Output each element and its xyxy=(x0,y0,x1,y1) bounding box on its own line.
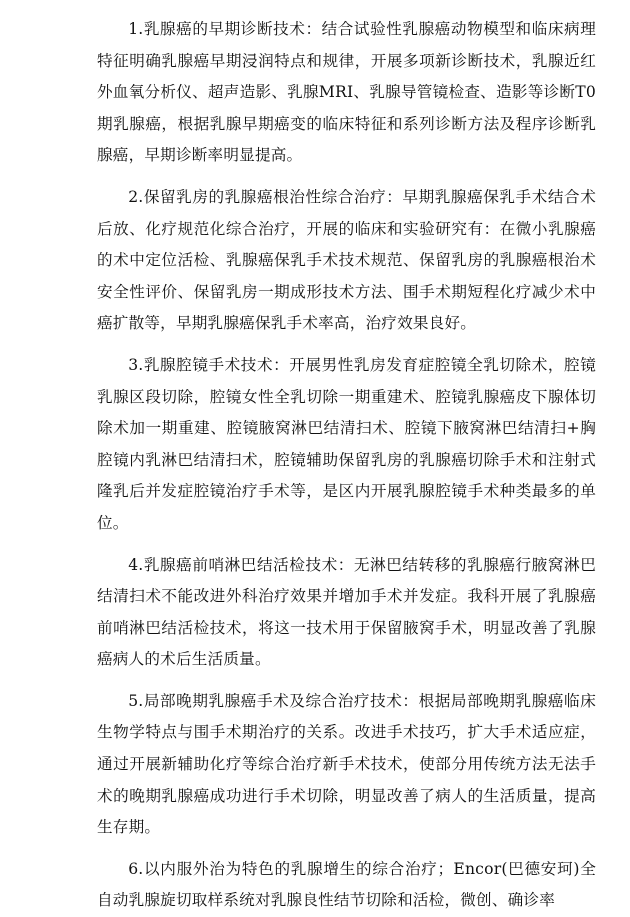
paragraph-early-diagnosis: 1.乳腺癌的早期诊断技术：结合试验性乳腺癌动物模型和临床病理特征明确乳腺癌早期浸润特点和规律，开展多项新诊断技术，乳腺近红外血氧分析仪、超声造影、乳腺MRI、乳腺导管镜检查、造影等诊断T0期乳腺癌，根据乳腺早期癌变的临床特征和系列诊断方法及程序诊断乳腺癌，早期诊断率明显提高。 xyxy=(97,20,596,165)
paragraph-advanced-cancer-treatment: 5.局部晚期乳腺癌手术及综合治疗技术：根据局部晚期乳腺癌临床生物学特点与围手术期治疗的关系。改进手术技巧，扩大手术适应症，通过开展新辅助化疗等综合治疗新手术技术，使部分用传统方法无法手术的晚期乳腺癌成功进行手术切除，明显改善了病人的生活质量，提高生存期。 xyxy=(97,691,596,837)
paragraph-hyperplasia-treatment: 6.以内服外治为特色的乳腺增生的综合治疗；Encor(巴德安珂)全自动乳腺旋切取样系统对乳腺良性结节切除和活检，微创、确诊率 xyxy=(97,859,596,910)
paragraph-breast-conserving-therapy: 2.保留乳房的乳腺癌根治性综合治疗：早期乳腺癌保乳手术结合术后放、化疗规范化综合治疗，开展的临床和实验研究有：在微小乳腺癌的术中定位活检、乳腺癌保乳手术技术规范、保留乳房的乳腺癌根治术安全性评价、保留乳房一期成形技术方法、围手术期短程化疗减少术中癌扩散等，早期乳腺癌保乳手术率高，治疗效果良好。 xyxy=(97,187,596,333)
paragraph-endoscopic-surgery: 3.乳腺腔镜手术技术：开展男性乳房发育症腔镜全乳切除术，腔镜乳腺区段切除，腔镜女性全乳切除一期重建术、腔镜乳腺癌皮下腺体切除术加一期重建、腔镜腋窝淋巴结清扫术、腔镜下腋窝淋巴结清扫+胸腔镜内乳淋巴结清扫术，腔镜辅助保留乳房的乳腺癌切除手术和注射式隆乳后并发症腔镜治疗手术等，是区内开展乳腺腔镜手术种类最多的单位。 xyxy=(97,355,596,532)
paragraph-sentinel-lymph-node-biopsy: 4.乳腺癌前哨淋巴结活检技术：无淋巴结转移的乳腺癌行腋窝淋巴结清扫术不能改进外科治疗效果并增加手术并发症。我科开展了乳腺癌前哨淋巴结活检技术，将这一技术用于保留腋窝手术，明显改善了乳腺癌病人的术后生活质量。 xyxy=(97,555,596,669)
